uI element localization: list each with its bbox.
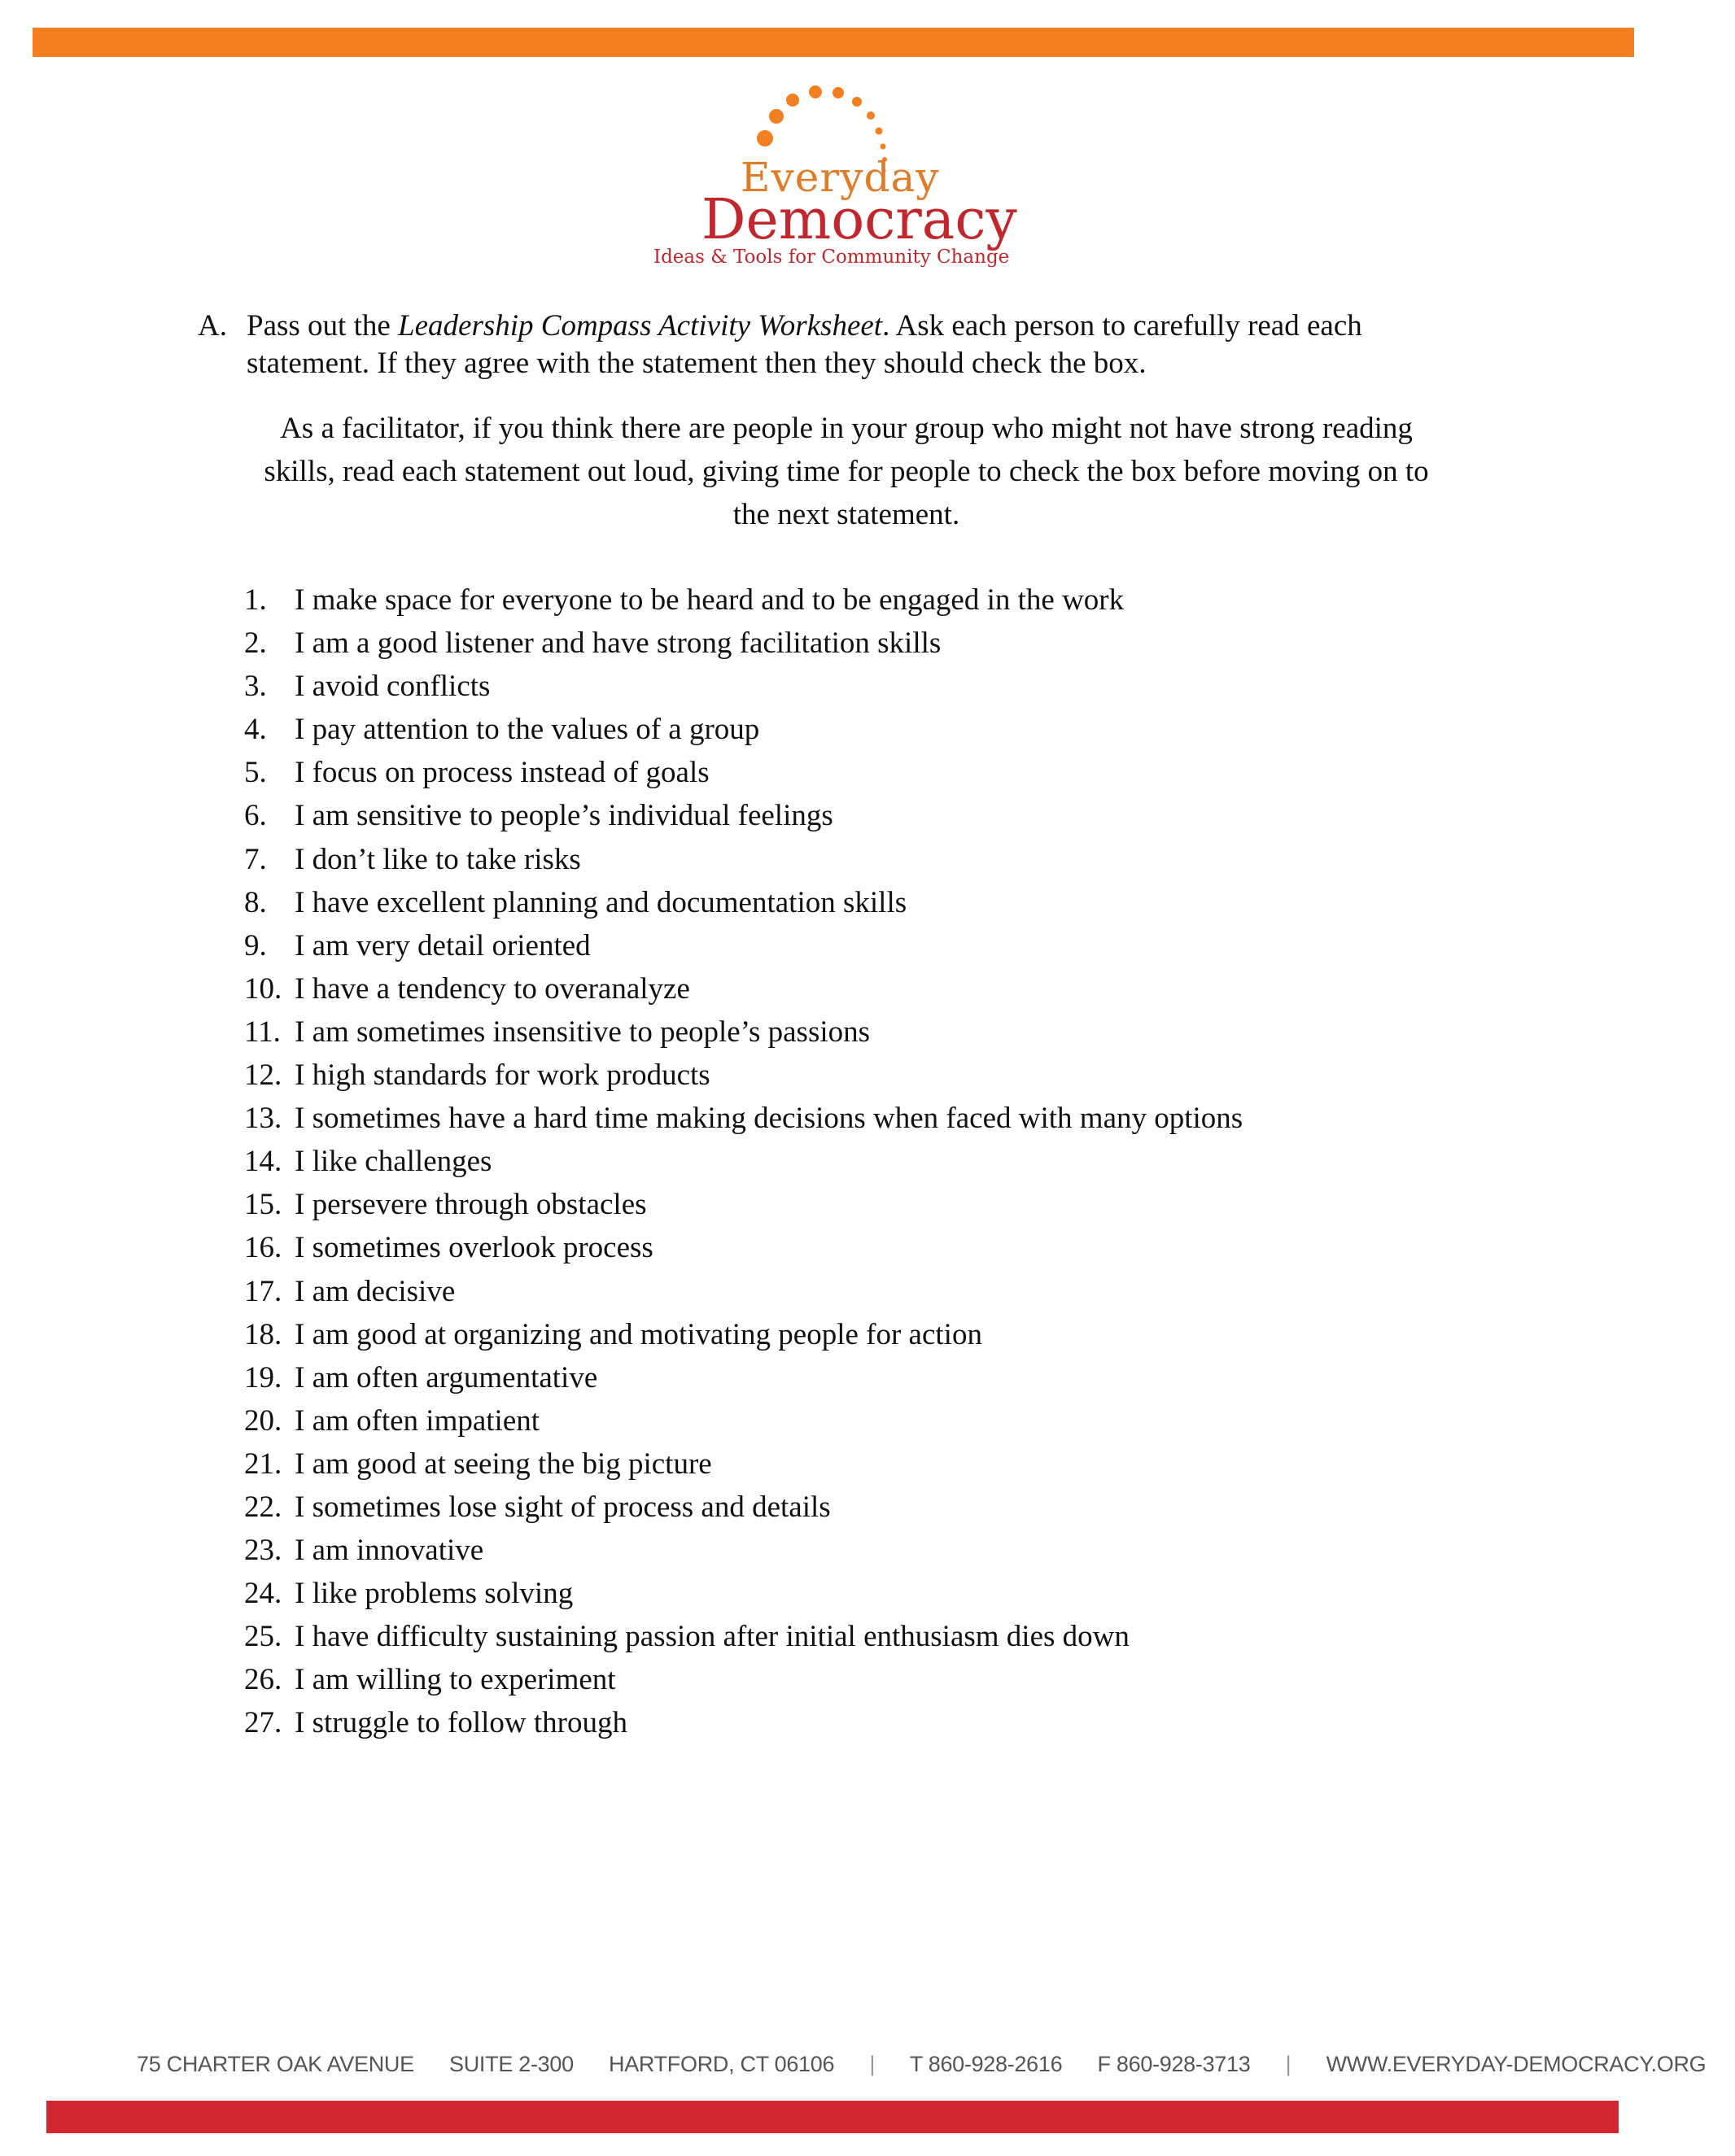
statement-number: 24. [244,1577,282,1611]
statement-text: I am a good listener and have strong facilitation skills [295,626,942,661]
statement-number: 2. [244,626,267,661]
statement-item [244,838,1465,881]
statement-item [244,1010,1465,1054]
statement-number: 10. [244,971,282,1006]
logo-tagline: Ideas & Tools for Community Change [653,247,1010,268]
statement-number: 14. [244,1145,282,1179]
statement-text: I have excellent planning and documentation skills [295,885,907,919]
statement-item [244,665,1465,708]
statement-number: 21. [244,1447,282,1481]
logo-wordmark-democracy: Democracy [701,188,1017,252]
statement-item [244,1226,1465,1269]
statement-item [244,1270,1465,1313]
statement-number: 7. [244,842,267,876]
statement-item [244,1399,1465,1442]
statement-text: I persevere through obstacles [295,1188,647,1222]
statement-item [244,1529,1465,1572]
statement-number: 25. [244,1620,282,1654]
statement-text: I have difficulty sustaining passion after initial enthusiasm dies down [295,1620,1130,1654]
statement-number: 5. [244,756,267,790]
statement-text: I have a tendency to overanalyze [295,971,690,1006]
instruction-paragraph [198,308,1467,382]
statement-text: I am decisive [295,1274,456,1308]
statement-text: I am often argumentative [295,1360,598,1394]
statement-number: 9. [244,928,267,962]
footer-suite: SUITE 2-300 [449,2052,574,2076]
statement-text: I like challenges [295,1145,492,1179]
statement-text: I am often impatient [295,1403,540,1438]
statement-text: I am very detail oriented [295,928,591,962]
statement-item [244,622,1465,665]
statement-item [244,1054,1465,1097]
statement-item [244,1183,1465,1226]
statement-item [244,708,1465,751]
statement-number: 11. [244,1015,281,1049]
instruction-text-after: . Ask each person to carefully read each statement. If they agree with the statement then they should check the box. [247,309,1362,380]
statement-item [244,1442,1465,1486]
statement-text: I pay attention to the values of a group [295,713,760,747]
statement-item [244,751,1465,794]
statement-text: I am innovative [295,1534,484,1568]
footer-accent-bar [46,2101,1619,2133]
header-accent-bar [33,28,1634,57]
statement-number: 23. [244,1534,282,1568]
statement-number: 17. [244,1274,282,1308]
statement-number: 15. [244,1188,282,1222]
statement-text: I am good at seeing the big picture [295,1447,712,1481]
statement-text: I high standards for work products [295,1058,710,1093]
statement-text: I struggle to follow through [295,1706,628,1740]
statement-text: I avoid conflicts [295,670,491,704]
everyday-democracy-logo [643,77,1025,281]
statement-text: I don’t like to take risks [295,842,581,876]
instruction-marker: A. [198,309,227,343]
statement-number: 16. [244,1231,282,1265]
footer-address [137,2052,1735,2077]
footer-city: HARTFORD, CT 06106 [609,2052,835,2076]
instruction-text-before: Pass out the [247,309,399,343]
statement-item [244,881,1465,924]
footer-phone: T 860-928-2616 [909,2052,1063,2076]
statement-text: I sometimes lose sight of process and details [295,1490,831,1524]
worksheet-title: Leadership Compass Activity Worksheet [398,309,883,343]
statement-item [244,1701,1465,1744]
statement-item [244,1313,1465,1356]
statement-text: I sometimes overlook process [295,1231,653,1265]
statement-list [244,578,1465,1745]
footer-separator: | [1285,2052,1291,2076]
footer-separator: | [869,2052,876,2076]
statement-number: 27. [244,1706,282,1740]
statement-text: I focus on process instead of goals [295,756,710,790]
statement-text: I like problems solving [295,1577,574,1611]
logo-wordmark-everyday: Everyday [741,154,940,201]
statement-number: 13. [244,1102,282,1136]
statement-item [244,794,1465,837]
statement-text: I am sometimes insensitive to people’s passions [295,1015,871,1049]
statement-item [244,924,1465,967]
statement-text: I am good at organizing and motivating people for action [295,1317,982,1351]
statement-text: I am sensitive to people’s individual feelings [295,799,833,833]
statement-text: I make space for everyone to be heard and to be engaged in the work [295,583,1125,617]
statement-item [244,1615,1465,1658]
statement-text: I am willing to experiment [295,1663,616,1697]
statement-text: I sometimes have a hard time making decisions when faced with many options [295,1102,1243,1136]
statement-item [244,967,1465,1010]
statement-number: 19. [244,1360,282,1394]
footer-fax: F 860-928-3713 [1097,2052,1251,2076]
statement-item [244,1658,1465,1701]
statement-number: 6. [244,799,267,833]
statement-number: 18. [244,1317,282,1351]
statement-number: 3. [244,670,267,704]
statement-number: 8. [244,885,267,919]
statement-item [244,1356,1465,1399]
statement-number: 4. [244,713,267,747]
statement-item [244,1486,1465,1529]
instruction-body [247,308,1467,382]
statement-item [244,1140,1465,1183]
footer-street: 75 CHARTER OAK AVENUE [137,2052,414,2076]
footer-website-link[interactable]: WWW.EVERYDAY-DEMOCRACY.ORG [1326,2052,1707,2076]
statement-item [244,1097,1465,1140]
statement-number: 12. [244,1058,282,1093]
statement-number: 20. [244,1403,282,1438]
statement-number: 26. [244,1663,282,1697]
statement-item [244,578,1465,622]
statement-item [244,1572,1465,1615]
facilitator-note: As a facilitator, if you think there are people in your group who might not have strong reading skills, read each statement out loud, giving time for people to check the box before moving on to the next statement. [264,412,1429,531]
statement-number: 22. [244,1490,282,1524]
statement-number: 1. [244,583,267,617]
